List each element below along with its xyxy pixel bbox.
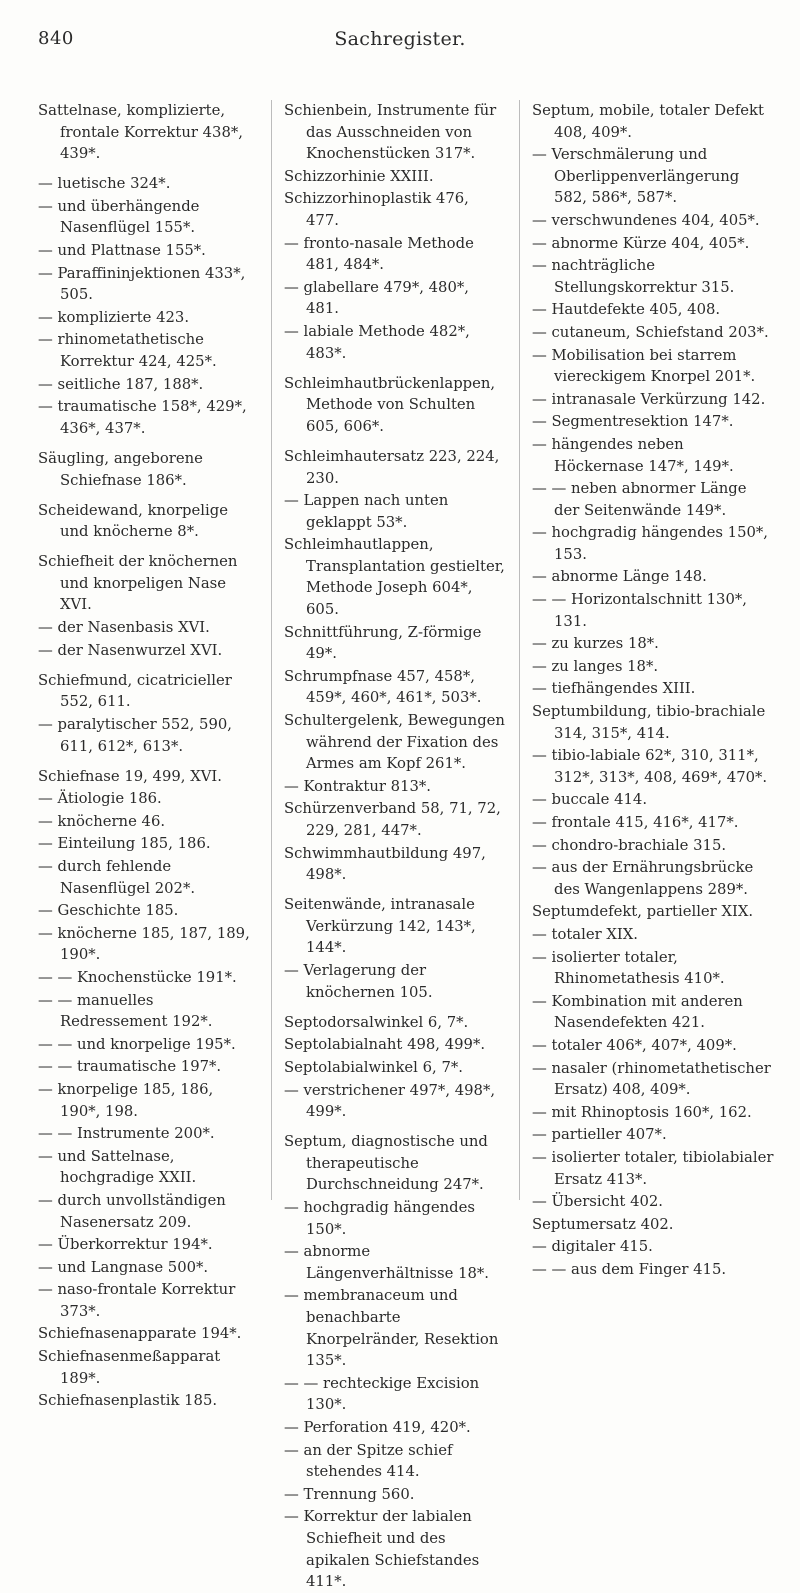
index-entry: Schrumpfnase 457, 458*, 459*, 460*, 461*, 503*. (284, 667, 482, 707)
index-entry: — traumatische 158*, 429*, 436*, 437*. (38, 398, 247, 437)
index-column-right (532, 100, 774, 1278)
index-entry: Schiefnasenapparate 194*. (38, 1325, 242, 1343)
index-entry: — luetische 324*. (38, 175, 171, 193)
index-entry: Schleimhautlappen, Transplantation gestielter, Methode Joseph 604*, 605. (284, 536, 505, 619)
index-entry: — und überhängende Nasenflügel 155*. (38, 197, 200, 237)
index-entry: — Mobilisation bei starrem viereckigem Knorpel 201*. (532, 346, 756, 386)
index-entry: — hochgradig hängendes 150*, 153. (532, 524, 769, 563)
index-entry: — verstrichener 497*, 498*, 499*. (284, 1081, 496, 1121)
index-entry: — abnorme Längenverhältnisse 18*. (284, 1243, 489, 1282)
index-entry: Septodorsalwinkel 6, 7*. (284, 1013, 469, 1031)
index-entry: — buccale 414. (532, 791, 648, 809)
index-entry: — aus der Ernährungsbrücke des Wangenlappens 289*. (532, 859, 754, 898)
index-column-left (38, 100, 256, 1410)
index-entry: Schultergelenk, Bewegungen während der Fixation des Armes am Kopf 261*. (284, 712, 505, 773)
index-entry: — labiale Methode 482*, 483*. (284, 322, 470, 362)
index-entry: — membranaceum und benachbarte Knorpelränder, Resektion 135*. (284, 1287, 499, 1370)
index-entry: Schizzorhinoplastik 476, 477. (284, 190, 469, 229)
index-entry: — Segmentresektion 147*. (532, 413, 734, 431)
index-entry: — seitliche 187, 188*. (38, 375, 204, 393)
index-entry: Septumersatz 402. (532, 1215, 674, 1233)
index-entry: — und Langnase 500*. (38, 1258, 209, 1276)
index-entry: — zu kurzes 18*. (532, 635, 659, 653)
index-entry: — durch fehlende Nasenflügel 202*. (38, 858, 196, 897)
index-entry: — — traumatische 197*. (38, 1058, 222, 1076)
index-entry: Seitenwände, intranasale Verkürzung 142, 143*, 144*. (284, 896, 476, 957)
index-entry: — — Knochenstücke 191*. (38, 968, 237, 986)
index-entry: Schleimhautersatz 223, 224, 230. (284, 447, 500, 487)
index-entry: — an der Spitze schief stehendes 414. (284, 1441, 453, 1481)
index-entry: — Kombination mit anderen Nasendefekten 421. (532, 992, 743, 1032)
index-entry: — chondro-brachiale 315. (532, 836, 727, 854)
index-entry: — Hautdefekte 405, 408. (532, 301, 721, 319)
running-title: Sachregister. (334, 28, 466, 50)
index-entry: Schiefnase 19, 499, XVI. (38, 767, 222, 785)
index-entry: — — manuelles Redressement 192*. (38, 991, 213, 1031)
index-entry: — glabellare 479*, 480*, 481. (284, 278, 469, 318)
index-entry: — Verschmälerung und Oberlippenverlängerung 582, 586*, 587*. (532, 146, 740, 207)
index-entry: — — rechteckige Excision 130*. (284, 1374, 480, 1414)
index-entry: — Übersicht 402. (532, 1193, 664, 1211)
index-entry: Septumdefekt, partieller XIX. (532, 903, 754, 921)
index-entry: — Überkorrektur 194*. (38, 1236, 213, 1254)
index-entry: Schiefnasenplastik 185. (38, 1392, 218, 1410)
index-entry: Schürzenverband 58, 71, 72, 229, 281, 447*. (284, 800, 501, 839)
index-entry: — Kontraktur 813*. (284, 777, 432, 795)
index-entry: — — Horizontalschnitt 130*, 131. (532, 591, 747, 630)
index-entry: — Ätiologie 186. (38, 790, 162, 808)
index-entry: — komplizierte 423. (38, 308, 190, 326)
index-entry: — tibio-labiale 62*, 310, 311*, 312*, 313*, 408, 469*, 470*. (532, 747, 768, 786)
index-entry: — isolierter totaler, Rhinometathesis 410*. (532, 948, 725, 988)
index-entry: — rhinometathetische Korrektur 424, 425*. (38, 331, 217, 371)
index-entry: — frontale 415, 416*, 417*. (532, 814, 739, 831)
index-entry: — nachträgliche Stellungskorrektur 315. (532, 257, 735, 296)
page-header (0, 28, 800, 58)
index-entry: — paralytischer 552, 590, 611, 612*, 613*. (38, 715, 232, 755)
index-entry: Schnittführung, Z-förmige 49*. (284, 623, 482, 663)
index-entry: — abnorme Kürze 404, 405*. (532, 234, 750, 252)
index-entry: — Trennung 560. (284, 1485, 415, 1503)
index-entry: — fronto-nasale Methode 481, 484*. (284, 234, 474, 274)
index-entry: Schiefmund, cicatricieller 552, 611. (38, 671, 232, 711)
index-entry: Scheidewand, knorpelige und knöcherne 8*. (38, 501, 228, 541)
index-entry: — der Nasenwurzel XVI. (38, 641, 223, 659)
index-entry: — und Plattnase 155*. (38, 242, 206, 260)
index-entry: Schienbein, Instrumente für das Ausschneiden von Knochenstücken 317*. (284, 102, 497, 163)
index-entry: — Geschichte 185. (38, 902, 179, 920)
index-entry: — zu langes 18*. (532, 657, 659, 675)
index-entry: Septum, mobile, totaler Defekt 408, 409*. (532, 102, 764, 141)
index-column-middle (284, 100, 506, 1591)
index-entry: Schizzorhinie XXIII. (284, 167, 434, 185)
index-entry: — und Sattelnase, hochgradige XXII. (38, 1147, 197, 1187)
index-entry: — Korrektur der labialen Schiefheit und des apikalen Schiefstandes 411*. (284, 1508, 480, 1591)
index-entry: Septolabialwinkel 6, 7*. (284, 1058, 463, 1076)
index-entry: — knöcherne 46. (38, 812, 166, 830)
index-entry: — naso-frontale Korrektur 373*. (38, 1281, 236, 1320)
index-entry: — Verlagerung der knöchernen 105. (284, 962, 433, 1001)
index-entry: Schiefheit der knöchernen und knorpeligen Nase XVI. (38, 553, 238, 614)
index-entry: — Paraffininjektionen 433*, 505. (38, 264, 246, 304)
index-entry: — totaler XIX. (532, 925, 639, 943)
index-entry: — — und knorpelige 195*. (38, 1035, 236, 1053)
index-entry: Schiefnasenmeßapparat 189*. (38, 1348, 221, 1387)
index-entry: — abnorme Länge 148. (532, 568, 707, 586)
index-entry: — Lappen nach unten geklappt 53*. (284, 492, 449, 531)
index-entry: — totaler 406*, 407*, 409*. (532, 1036, 737, 1054)
index-entry: Septolabialnaht 498, 499*. (284, 1036, 486, 1054)
index-entry: Schwimmhautbildung 497, 498*. (284, 844, 486, 884)
index-entry: — knorpelige 185, 186, 190*, 198. (38, 1080, 214, 1120)
index-columns (38, 100, 778, 1591)
index-entry: — verschwundenes 404, 405*. (532, 211, 760, 229)
index-entry: — mit Rhinoptosis 160*, 162. (532, 1103, 752, 1121)
column-divider (519, 100, 520, 1200)
index-entry: — cutaneum, Schiefstand 203*. (532, 323, 769, 341)
index-entry: — der Nasenbasis XVI. (38, 619, 210, 637)
index-entry: — hochgradig hängendes 150*. (284, 1199, 475, 1238)
index-entry: — hängendes neben Höckernase 147*, 149*. (532, 435, 734, 475)
index-entry: — — aus dem Finger 415. (532, 1260, 727, 1278)
index-entry: — intranasale Verkürzung 142. (532, 390, 766, 408)
index-entry: Septumbildung, tibio-brachiale 314, 315*, 414. (532, 703, 766, 742)
index-entry: Säugling, angeborene Schiefnase 186*. (38, 449, 203, 489)
index-entry: — knöcherne 185, 187, 189, 190*. (38, 924, 250, 964)
index-entry: — digitaler 415. (532, 1238, 653, 1256)
index-entry: Sattelnase, komplizierte, frontale Korrektur 438*, 439*. (38, 102, 243, 163)
index-entry: — — neben abnormer Länge der Seitenwände 149*. (532, 480, 747, 519)
index-entry: — partieller 407*. (532, 1126, 667, 1144)
index-entry: Schleimhautbrückenlappen, Methode von Schulten 605, 606*. (284, 374, 496, 435)
index-entry: Septum, diagnostische und therapeutische Durchschneidung 247*. (284, 1133, 488, 1194)
index-entry: — tiefhängendes XIII. (532, 680, 696, 698)
index-entry: — isolierter totaler, tibiolabialer Ersatz 413*. (532, 1148, 774, 1188)
index-entry: — — Instrumente 200*. (38, 1125, 215, 1143)
index-entry: — Perforation 419, 420*. (284, 1418, 471, 1436)
index-entry: — nasaler (rhinometathetischer Ersatz) 408, 409*. (532, 1059, 771, 1099)
column-divider (271, 100, 272, 1200)
index-entry: — Einteilung 185, 186. (38, 835, 211, 853)
index-entry: — durch unvollständigen Nasenersatz 209. (38, 1191, 226, 1231)
page-number: 840 (38, 28, 74, 49)
